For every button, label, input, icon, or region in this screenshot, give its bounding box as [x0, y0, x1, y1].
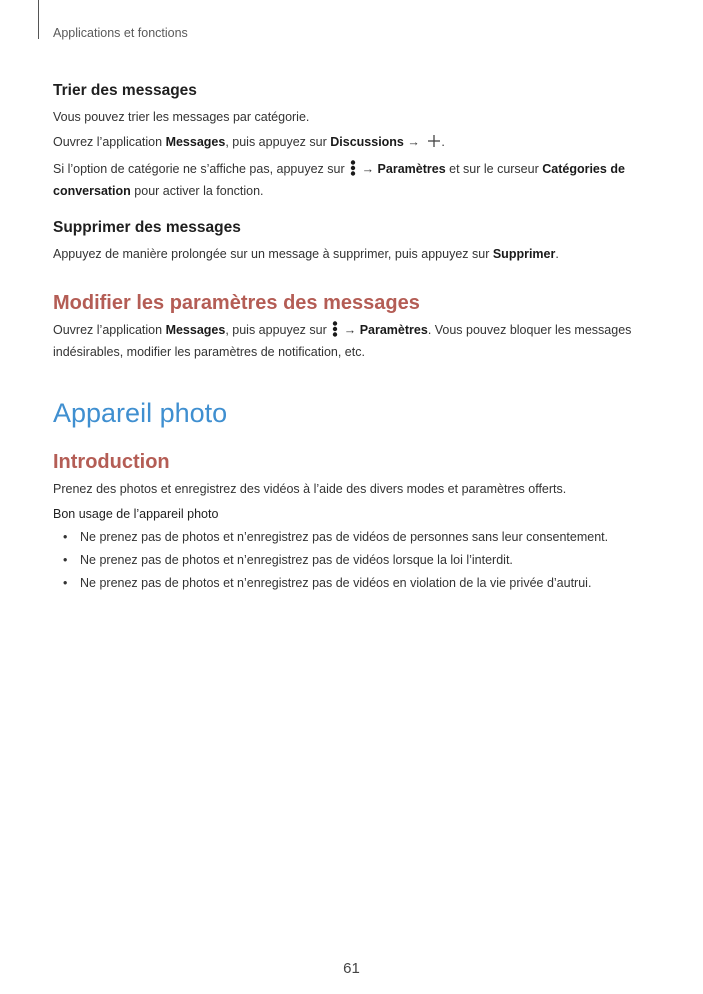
text: pour activer la fonction. — [130, 184, 264, 198]
modify-settings-section — [53, 292, 653, 362]
modify-heading: Modifier les paramètres des messages — [53, 292, 420, 314]
etiquette-heading: Bon usage de l’appareil photo — [53, 507, 219, 521]
settings-label: Paramètres — [359, 323, 428, 337]
sort-line-3 — [53, 160, 653, 201]
text: et sur le curseur — [445, 162, 543, 176]
text: Si l’option de catégorie ne s’affiche pas, appuyez sur — [53, 162, 349, 176]
list-item-text: Ne prenez pas de photos et n’enregistrez pas de vidéos en violation de la vie privée d’autrui. — [80, 576, 592, 590]
list-item — [53, 574, 653, 593]
more-options-icon — [350, 160, 356, 182]
app-name: Messages — [165, 135, 226, 149]
list-item — [53, 551, 653, 570]
text: Ouvrez l’application — [53, 135, 166, 149]
text: . Vous pouvez bloquer les messages indésirables, modifier les paramètres de notification, etc. — [53, 323, 632, 359]
list-item-text: Ne prenez pas de photos et n’enregistrez pas de vidéos de personnes sans leur consentement. — [80, 530, 609, 544]
text: Appuyez de manière prolongée sur un message à supprimer, puis appuyez sur — [53, 247, 493, 261]
chapter-title: Appareil photo — [53, 398, 228, 428]
app-name: Messages — [165, 323, 226, 337]
sort-line-1: Vous pouvez trier les messages par catégorie. — [53, 110, 310, 124]
bullet: • — [63, 576, 68, 590]
text: , puis appuyez sur — [225, 135, 331, 149]
settings-label: Paramètres — [377, 162, 446, 176]
etiquette-list — [53, 528, 653, 593]
delete-text — [53, 245, 653, 264]
text: . — [555, 247, 559, 261]
list-item — [53, 528, 653, 547]
plus-icon — [427, 134, 441, 154]
introduction-section — [53, 451, 653, 593]
button-label: Discussions — [330, 135, 404, 149]
text: Ouvrez l’application — [53, 323, 166, 337]
breadcrumb: Applications et fonctions — [53, 26, 188, 40]
page-number: 61 — [343, 960, 360, 977]
intro-text: Prenez des photos et enregistrez des vidéos à l’aide des divers modes et paramètres offerts. — [53, 482, 567, 496]
delete-heading: Supprimer des messages — [53, 219, 241, 236]
header-divider — [38, 0, 39, 39]
sort-heading: Trier des messages — [53, 82, 197, 99]
sort-line-2 — [53, 133, 653, 154]
text: . — [441, 135, 445, 149]
arrow: → — [340, 323, 360, 337]
list-item-text: Ne prenez pas de photos et n’enregistrez pas de vidéos lorsque la loi l’interdit. — [80, 553, 513, 567]
switch-label: Catégories de conversation — [53, 162, 625, 198]
bullet: • — [63, 553, 68, 567]
intro-heading: Introduction — [53, 451, 170, 473]
sort-messages-section — [53, 82, 653, 201]
modify-text — [53, 321, 653, 362]
arrow: → — [358, 162, 378, 176]
delete-messages-section — [53, 219, 653, 264]
more-options-icon — [332, 321, 338, 343]
page-content — [53, 82, 653, 597]
delete-button-label: Supprimer — [492, 247, 556, 261]
text: , puis appuyez sur — [225, 323, 331, 337]
arrow: → — [403, 135, 424, 149]
bullet: • — [63, 530, 68, 544]
